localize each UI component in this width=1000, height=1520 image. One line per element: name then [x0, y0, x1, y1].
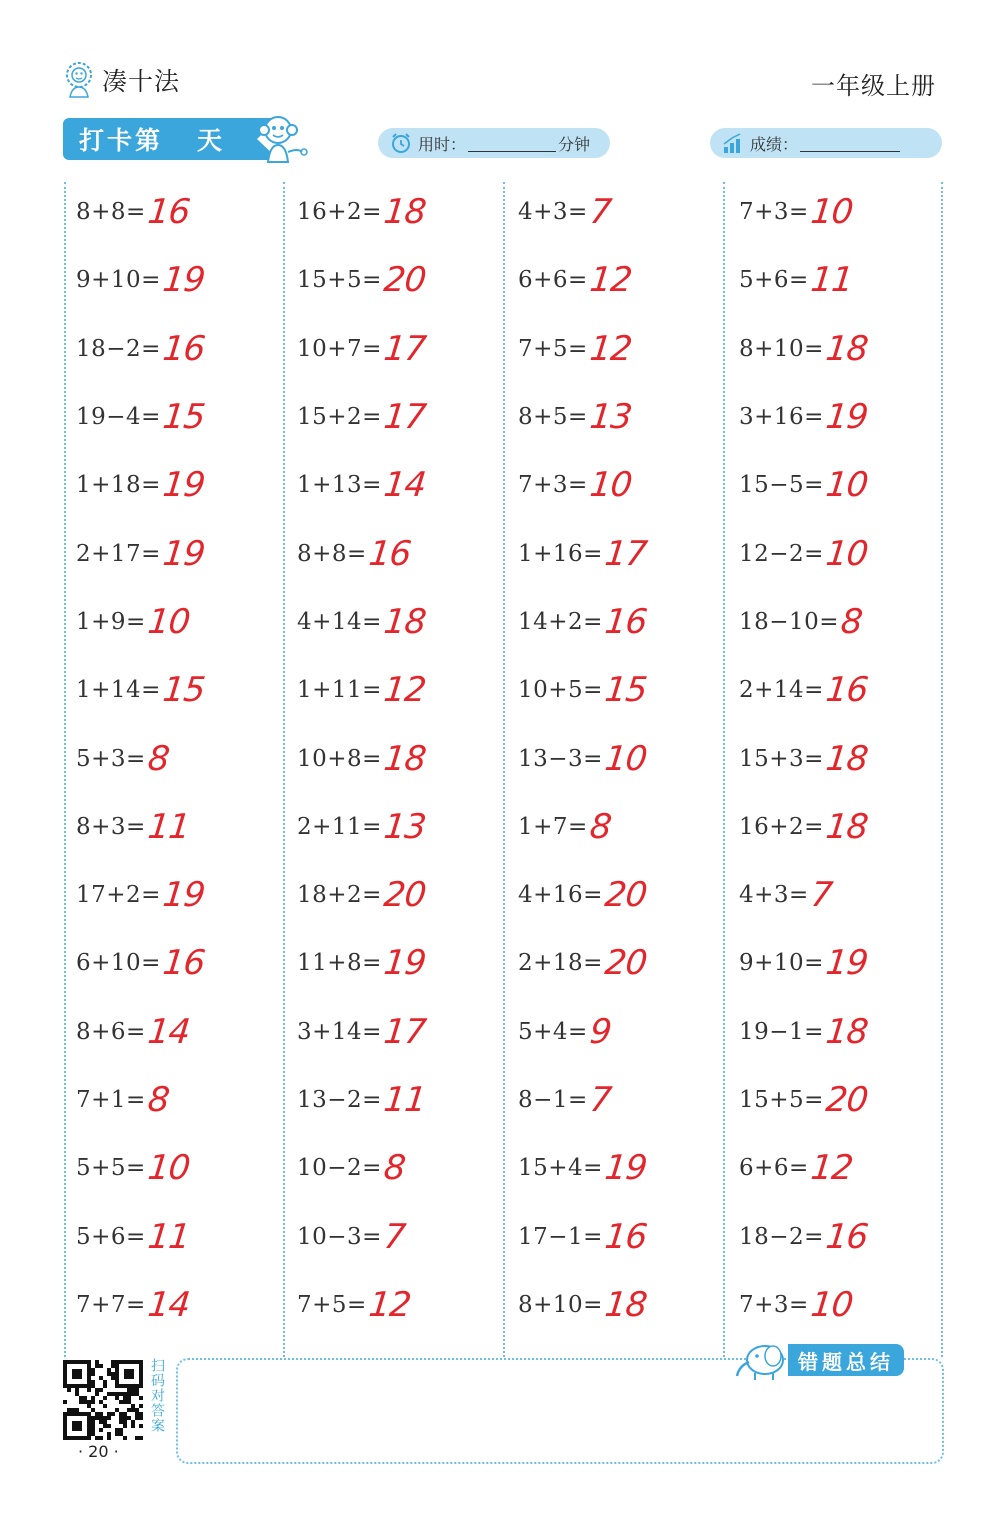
equation: 2+17=	[76, 540, 161, 567]
equation: 15+2=	[297, 404, 382, 431]
handwritten-answer[interactable]: 16	[160, 328, 207, 369]
handwritten-answer[interactable]: 20	[381, 875, 428, 916]
equation: 2+11=	[297, 813, 382, 840]
problem-row	[739, 1066, 949, 1134]
equation: 15−5=	[739, 472, 824, 499]
equation: 8+10=	[518, 1291, 603, 1318]
time-unit: 分钟	[558, 134, 591, 154]
equation: 6+10=	[76, 950, 161, 977]
handwritten-answer[interactable]: 8	[145, 1080, 171, 1120]
handwritten-answer[interactable]: 10	[602, 738, 649, 779]
problem-row	[76, 656, 286, 724]
handwritten-answer[interactable]: 18	[381, 192, 428, 233]
equation: 1+14=	[76, 677, 161, 704]
score-blank[interactable]	[800, 135, 900, 152]
problem-row	[297, 724, 507, 792]
equation: 10+8=	[297, 745, 382, 772]
handwritten-answer[interactable]: 17	[602, 533, 649, 574]
handwritten-answer[interactable]: 14	[381, 465, 428, 506]
equation: 18−2=	[739, 1223, 824, 1250]
handwritten-answer[interactable]: 9	[587, 1011, 613, 1052]
problem-row	[518, 861, 728, 929]
handwritten-answer[interactable]: 12	[808, 1148, 855, 1189]
problem-row	[297, 1202, 507, 1270]
equation: 16+2=	[297, 199, 382, 226]
problem-row	[76, 588, 286, 656]
equation: 9+10=	[76, 267, 161, 294]
handwritten-answer[interactable]: 19	[602, 1148, 649, 1189]
equation: 16+2=	[739, 813, 824, 840]
handwritten-answer[interactable]: 10	[808, 192, 855, 233]
problem-row	[76, 178, 286, 246]
handwritten-answer[interactable]: 7	[808, 875, 834, 916]
handwritten-answer[interactable]: 18	[381, 738, 428, 779]
problem-row	[297, 246, 507, 314]
equation: 14+2=	[518, 608, 603, 635]
equation: 8−1=	[518, 1087, 588, 1113]
equation: 5+6=	[76, 1223, 146, 1250]
handwritten-answer[interactable]: 16	[602, 601, 649, 642]
problem-row	[297, 178, 507, 246]
equation: 10−3=	[297, 1223, 382, 1250]
problem-row	[297, 315, 507, 383]
problem-row	[297, 656, 507, 724]
handwritten-answer[interactable]: 10	[823, 533, 870, 574]
problem-row	[518, 178, 728, 246]
problem-row	[518, 656, 728, 724]
equation: 5+3=	[76, 745, 146, 772]
handwritten-answer[interactable]: 10	[145, 1148, 192, 1189]
handwritten-answer[interactable]: 11	[145, 806, 192, 847]
equation: 7+3=	[739, 199, 809, 226]
time-blank[interactable]	[468, 135, 556, 152]
equation: 4+3=	[518, 199, 588, 226]
problem-row	[518, 929, 728, 997]
column-divider	[64, 182, 66, 1357]
handwritten-answer[interactable]: 11	[381, 1080, 428, 1120]
handwritten-answer[interactable]: 19	[160, 533, 207, 574]
handwritten-answer[interactable]: 10	[808, 1284, 855, 1325]
equation: 7+5=	[518, 335, 588, 362]
book-title: 凑十法	[102, 67, 181, 96]
score-label: 成绩：	[750, 134, 799, 154]
handwritten-answer[interactable]: 14	[145, 1284, 192, 1325]
problem-row	[76, 861, 286, 929]
problem-row	[518, 1202, 728, 1270]
handwritten-answer[interactable]: 16	[366, 533, 413, 574]
handwritten-answer[interactable]: 19	[160, 875, 207, 916]
handwritten-answer[interactable]: 18	[823, 738, 870, 779]
equation: 13−3=	[518, 745, 603, 772]
problem-row	[76, 998, 286, 1066]
handwritten-answer[interactable]: 8	[381, 1148, 407, 1189]
equation: 6+6=	[739, 1155, 809, 1182]
handwritten-answer[interactable]: 19	[381, 943, 428, 984]
equation: 1+18=	[76, 472, 161, 499]
problem-row	[739, 588, 949, 656]
equation: 18+2=	[297, 882, 382, 909]
equation: 1+7=	[518, 813, 588, 840]
problem-row	[297, 793, 507, 861]
error-summary-badge	[788, 1344, 904, 1376]
handwritten-answer[interactable]: 11	[145, 1216, 192, 1257]
problem-row	[297, 383, 507, 451]
equation: 6+6=	[518, 267, 588, 294]
elephant-mascot-icon	[733, 1340, 791, 1382]
equation: 5+4=	[518, 1018, 588, 1045]
problem-row	[739, 519, 949, 587]
equation: 1+13=	[297, 472, 382, 499]
equation: 19−4=	[76, 404, 161, 431]
problem-row	[518, 998, 728, 1066]
handwritten-answer[interactable]: 10	[145, 601, 192, 642]
handwritten-answer[interactable]: 8	[145, 738, 171, 779]
problem-row	[518, 724, 728, 792]
lion-mascot-icon	[62, 61, 96, 99]
problem-row	[76, 519, 286, 587]
problem-column	[297, 178, 507, 1339]
equation: 1+16=	[518, 540, 603, 567]
problem-row	[297, 1134, 507, 1202]
problem-row	[76, 1134, 286, 1202]
equation: 17−1=	[518, 1223, 603, 1250]
problem-row	[518, 793, 728, 861]
problem-row	[518, 519, 728, 587]
problem-row	[739, 929, 949, 997]
handwritten-answer[interactable]: 19	[160, 260, 207, 301]
handwritten-answer[interactable]: 20	[381, 260, 428, 301]
handwritten-answer[interactable]: 7	[381, 1216, 407, 1257]
problem-row	[297, 1271, 507, 1339]
problem-row	[739, 178, 949, 246]
problem-row	[76, 724, 286, 792]
equation: 19−1=	[739, 1018, 824, 1045]
equation: 11+8=	[297, 950, 382, 977]
equation: 3+14=	[297, 1018, 382, 1045]
equation: 1+9=	[76, 608, 146, 635]
monkey-mascot-icon	[254, 112, 310, 166]
equation: 7+3=	[518, 472, 588, 499]
equation: 8+10=	[739, 335, 824, 362]
handwritten-answer[interactable]: 10	[823, 465, 870, 506]
problem-row	[297, 998, 507, 1066]
problem-row	[297, 588, 507, 656]
equation: 1+11=	[297, 677, 382, 704]
problem-row	[739, 451, 949, 519]
equation: 10−2=	[297, 1155, 382, 1182]
equation: 7+3=	[739, 1291, 809, 1318]
equation: 4+3=	[739, 882, 809, 909]
equation: 15+5=	[297, 267, 382, 294]
grade-label: 一年级上册	[811, 72, 936, 100]
problem-row	[739, 1134, 949, 1202]
problem-row	[739, 656, 949, 724]
handwritten-answer[interactable]: 7	[587, 192, 613, 233]
equation: 8+5=	[518, 404, 588, 431]
problem-row	[739, 1271, 949, 1339]
problem-row	[76, 246, 286, 314]
problem-row	[297, 1066, 507, 1134]
checkin-label: 打卡第	[79, 126, 164, 155]
problem-row	[76, 451, 286, 519]
handwritten-answer[interactable]: 17	[381, 328, 428, 369]
problem-row	[518, 315, 728, 383]
handwritten-answer[interactable]: 16	[823, 1216, 870, 1257]
equation: 2+14=	[739, 677, 824, 704]
equation: 17+2=	[76, 882, 161, 909]
time-label: 用时：	[418, 134, 467, 154]
equation: 15+5=	[739, 1087, 824, 1113]
problem-row	[739, 793, 949, 861]
handwritten-answer[interactable]: 19	[823, 397, 870, 438]
equation: 8+8=	[297, 540, 367, 567]
problem-row	[297, 519, 507, 587]
qr-code-icon[interactable]	[63, 1360, 143, 1440]
problem-row	[76, 1271, 286, 1339]
handwritten-answer[interactable]: 8	[838, 601, 864, 642]
handwritten-answer[interactable]: 15	[160, 397, 207, 438]
problem-row	[518, 588, 728, 656]
problem-row	[76, 315, 286, 383]
problem-row	[518, 1271, 728, 1339]
handwritten-answer[interactable]: 13	[587, 397, 634, 438]
handwritten-answer[interactable]: 16	[602, 1216, 649, 1257]
equation: 18−2=	[76, 335, 161, 362]
error-summary-label: 错题总结	[798, 1349, 894, 1374]
problem-row	[297, 929, 507, 997]
problem-row	[297, 861, 507, 929]
equation: 8+6=	[76, 1018, 146, 1045]
handwritten-answer[interactable]: 11	[808, 260, 855, 301]
equation: 8+8=	[76, 199, 146, 226]
handwritten-answer[interactable]: 12	[366, 1284, 413, 1325]
equation: 7+1=	[76, 1087, 146, 1113]
problem-row	[739, 383, 949, 451]
handwritten-answer[interactable]: 13	[381, 806, 428, 847]
problem-row	[76, 929, 286, 997]
equation: 9+10=	[739, 950, 824, 977]
problem-row	[518, 1134, 728, 1202]
problem-column	[518, 178, 728, 1339]
book-header	[62, 58, 180, 102]
problem-row	[76, 1066, 286, 1134]
handwritten-answer[interactable]: 18	[823, 328, 870, 369]
problem-row	[739, 1202, 949, 1270]
equation: 7+7=	[76, 1291, 146, 1318]
handwritten-answer[interactable]: 17	[381, 397, 428, 438]
handwritten-answer[interactable]: 19	[160, 465, 207, 506]
equation: 5+6=	[739, 267, 809, 294]
handwritten-answer[interactable]: 14	[145, 1011, 192, 1052]
problem-row	[518, 246, 728, 314]
handwritten-answer[interactable]: 18	[823, 1011, 870, 1052]
checkin-banner	[63, 118, 257, 160]
handwritten-answer[interactable]: 7	[587, 1080, 613, 1120]
handwritten-answer[interactable]: 18	[381, 601, 428, 642]
problem-row	[518, 451, 728, 519]
equation: 15+3=	[739, 745, 824, 772]
alarm-clock-icon	[390, 132, 412, 154]
equation: 7+5=	[297, 1291, 367, 1318]
equation: 18−10=	[739, 608, 840, 635]
handwritten-answer[interactable]: 20	[823, 1080, 870, 1120]
checkin-day-unit: 天	[197, 126, 223, 155]
equation: 2+18=	[518, 950, 603, 977]
handwritten-answer[interactable]: 16	[160, 943, 207, 984]
handwritten-answer[interactable]: 15	[602, 670, 649, 711]
equation: 13−2=	[297, 1087, 382, 1113]
handwritten-answer[interactable]: 12	[587, 328, 634, 369]
handwritten-answer[interactable]: 16	[823, 670, 870, 711]
qr-caption: 扫码对答案	[149, 1358, 165, 1433]
equation: 15+4=	[518, 1155, 603, 1182]
handwritten-answer[interactable]: 15	[160, 670, 207, 711]
handwritten-answer[interactable]: 17	[381, 1011, 428, 1052]
problem-row	[76, 793, 286, 861]
problem-row	[297, 451, 507, 519]
time-field	[378, 128, 610, 158]
equation: 4+14=	[297, 608, 382, 635]
equation: 5+5=	[76, 1155, 146, 1182]
handwritten-answer[interactable]: 12	[587, 260, 634, 301]
problem-row	[739, 998, 949, 1066]
handwritten-answer[interactable]: 16	[145, 192, 192, 233]
equation: 3+16=	[739, 404, 824, 431]
problem-row	[739, 724, 949, 792]
equation: 10+5=	[518, 677, 603, 704]
handwritten-answer[interactable]: 8	[587, 806, 613, 847]
problem-row	[518, 383, 728, 451]
handwritten-answer[interactable]: 18	[823, 806, 870, 847]
handwritten-answer[interactable]: 18	[602, 1284, 649, 1325]
score-field	[710, 128, 942, 158]
handwritten-answer[interactable]: 10	[587, 465, 634, 506]
problem-row	[518, 1066, 728, 1134]
bar-chart-icon	[722, 132, 744, 154]
problem-row	[739, 315, 949, 383]
problem-row	[739, 861, 949, 929]
equation: 4+16=	[518, 882, 603, 909]
handwritten-answer[interactable]: 20	[602, 943, 649, 984]
problem-row	[76, 1202, 286, 1270]
problem-column	[76, 178, 286, 1339]
handwritten-answer[interactable]: 20	[602, 875, 649, 916]
handwritten-answer[interactable]: 12	[381, 670, 428, 711]
problem-row	[76, 383, 286, 451]
equation: 8+3=	[76, 813, 146, 840]
page-number: · 20 ·	[78, 1442, 119, 1461]
equation: 10+7=	[297, 335, 382, 362]
problem-column	[739, 178, 949, 1339]
problem-row	[739, 246, 949, 314]
equation: 12−2=	[739, 540, 824, 567]
handwritten-answer[interactable]: 19	[823, 943, 870, 984]
